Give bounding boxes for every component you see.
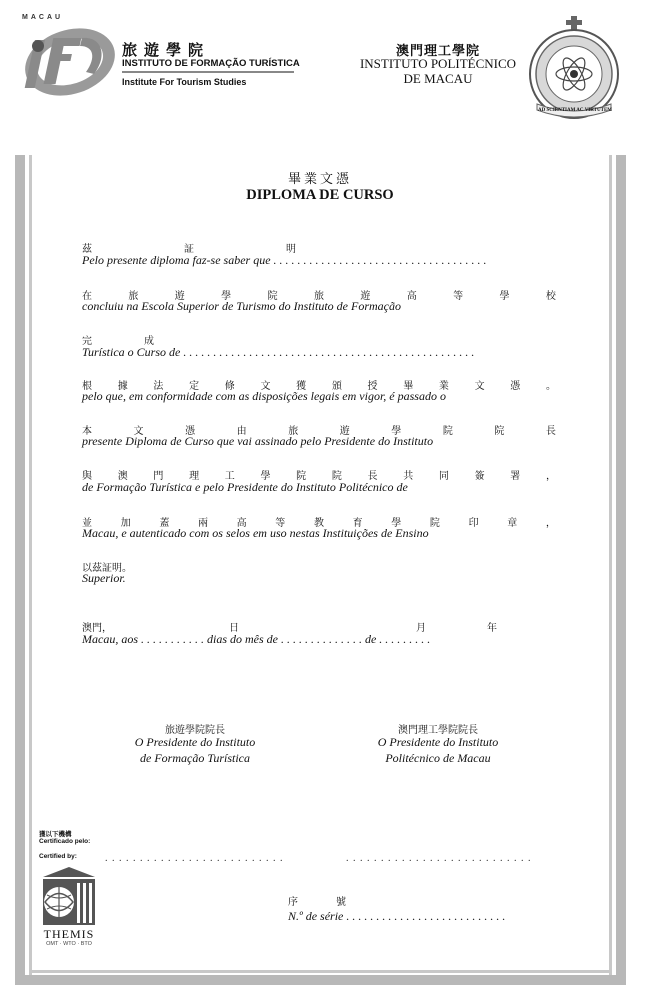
body-pt-line-1: Pelo presente diploma faz-se saber que . . . . . . . . . . . . . . . . . . . . . . . . . . . . . . . . . . . . [82,253,487,267]
date-cn-month: 月 [416,623,426,634]
themis-sub: OMT · WTO · BTO [46,941,92,947]
cn-char: 明 [286,244,296,255]
cn-char: 序 [288,897,298,908]
certification-pt: Certificado pelo: [39,838,91,845]
body-pt-line-8: Superior. [82,571,126,585]
date-pt-line: Macau, aos . . . . . . . . . . . dias do mês de . . . . . . . . . . . . . . de . . . . . . . . . [82,632,431,646]
cn-char: 學 [221,291,232,302]
date-cn-place: 澳門， [82,623,112,634]
cn-char: 旅 [288,426,299,437]
frame-right-outer [616,155,626,985]
cn-char: 完 [82,336,92,347]
certification-dots-left: . . . . . . . . . . . . . . . . . . . . . . . . . . [105,853,284,864]
body-pt-line-3: Turística o Curso de . . . . . . . . . . . . . . . . . . . . . . . . . . . . . . . . . . . . . . . . . . . . . . . . . [82,345,475,359]
cn-char: 同 [438,471,449,482]
cn-char: 在 [82,291,92,302]
cn-char: 署 [510,471,521,482]
cn-char: 加 [120,518,131,529]
cn-char: 本 [82,426,92,437]
body-pt-line-2: concluiu na Escola Superior de Turismo do Instituto de Formação [82,299,401,313]
body-pt-line-4: pelo que, em conformidade com as disposições legais em vigor, é passado o [82,389,446,403]
cn-char: 印 [468,518,479,529]
cn-char: 定 [189,381,200,392]
ift-name-en: Institute For Tourism Studies [122,77,247,87]
cn-char: 章 [507,518,518,529]
ipm-seal [527,14,623,122]
cn-char: 証 [184,244,194,255]
cn-char: 長 [367,471,378,482]
cn-char: 共 [403,471,414,482]
cn-char: 長 [545,426,556,437]
certification-dots-right: . . . . . . . . . . . . . . . . . . . . . . . . . . . [346,853,532,864]
cn-char: 等 [275,518,286,529]
cn-char: 院 [442,426,453,437]
cn-char: 工 [224,471,235,482]
cn-char: 院 [296,471,307,482]
cn-char: 校 [545,291,556,302]
ift-logo [12,16,116,100]
diploma-title-cn: 畢業文憑 [287,171,352,186]
cn-char: 並 [82,518,92,529]
cn-char: 院 [429,518,440,529]
cn-char: 簽 [474,471,485,482]
cn-char: 理 [189,471,200,482]
signature-right-pt-2: Politécnico de Macau [385,751,491,765]
cn-char: ， [545,518,556,529]
cn-char: 憑 [510,381,521,392]
signature-left-pt-2: de Formação Turística [140,751,250,765]
cn-char: 。 [545,381,556,392]
cn-char: 院 [331,471,342,482]
ift-name-cn: 旅遊學院 [122,42,211,59]
cn-char: 學 [391,426,402,437]
cn-char: 業 [438,381,449,392]
cn-char: 獲 [296,381,307,392]
cn-char: 法 [153,381,164,392]
cn-char: 文 [260,381,271,392]
frame-bottom-inner [29,970,612,973]
body-pt-line-5: presente Diploma de Curso que vai assinado pelo Presidente do Instituto [82,434,434,448]
cn-char: 教 [313,518,324,529]
cn-char: 門 [153,471,164,482]
cn-char: 高 [406,291,417,302]
cn-char: 院 [267,291,278,302]
cn-char: 學 [499,291,510,302]
ipm-name-cn: 澳門理工學院 [395,43,480,58]
body-pt-line-7: Macau, e autenticado com os selos em uso nestas Instituições de Ensino [82,526,429,540]
cn-char: 遊 [339,426,350,437]
cn-char: 據 [117,381,128,392]
ift-name-pt: INSTITUTO DE FORMAÇÃO TURÍSTICA [122,58,300,69]
cn-char: 憑 [185,426,196,437]
frame-left-outer [15,155,25,985]
cn-char: 育 [352,518,363,529]
certification-en: Certified by: [39,853,77,860]
diploma-title-pt: DIPLOMA DE CURSO [246,187,394,203]
frame-right-inner [609,155,612,985]
ipm-name-pt-line1: INSTITUTO POLITÉCNICO [359,56,517,71]
ift-logo-ring-text: MACAU [22,14,64,21]
cn-char: 學 [391,518,402,529]
cn-char: 學 [260,471,271,482]
cn-char: 文 [474,381,485,392]
signature-right-pt-1: O Presidente do Instituto [377,735,499,749]
cn-char: 旅 [313,291,324,302]
cn-char: 院 [494,426,505,437]
cn-char: 遊 [174,291,185,302]
cn-char: 旅 [128,291,139,302]
cn-char: 號 [336,897,346,908]
cn-char: 等 [453,291,464,302]
cn-char: 頒 [331,381,342,392]
body-cn-row-8: 以茲証明。 [82,563,132,574]
signature-left-cn: 旅遊學院院長 [165,725,225,736]
cn-char: 兩 [197,518,208,529]
cn-char: 畢 [403,381,414,392]
certification-cn: 獲以下機構 [39,831,72,838]
signature-left-pt-1: O Presidente do Instituto [134,735,256,749]
serial-cn [288,893,346,908]
cn-char: 澳 [117,471,128,482]
cn-char: ， [545,471,556,482]
frame-bottom-outer [15,975,626,985]
frame-left-inner [29,155,32,985]
cn-char: 條 [224,381,235,392]
cn-char: 高 [236,518,247,529]
cn-char: 遊 [360,291,371,302]
ipm-name-pt-line2: DE MACAU [403,71,473,86]
date-cn-day: 日 [229,623,239,634]
cn-char: 茲 [82,244,92,255]
cn-char: 文 [133,426,144,437]
themis-name: THEMIS [43,927,95,941]
body-pt-line-6: de Formação Turística e pelo Presidente do Instituto Politécnico de [82,480,408,494]
cn-char: 蓋 [159,518,170,529]
signature-right-cn: 澳門理工學院院長 [398,725,478,736]
ipm-seal-motto: AD SCIENTIAM AC VIRTUTEM [537,108,613,113]
ift-divider [122,71,294,73]
serial-pt: N.º de série . . . . . . . . . . . . . . . . . . . . . . . . . . . [288,909,506,923]
cn-char: 與 [82,471,92,482]
cn-char: 由 [236,426,247,437]
date-cn-year: 年 [487,623,497,634]
cn-char: 授 [367,381,378,392]
cn-char: 成 [144,336,154,347]
cn-char: 根 [82,381,92,392]
